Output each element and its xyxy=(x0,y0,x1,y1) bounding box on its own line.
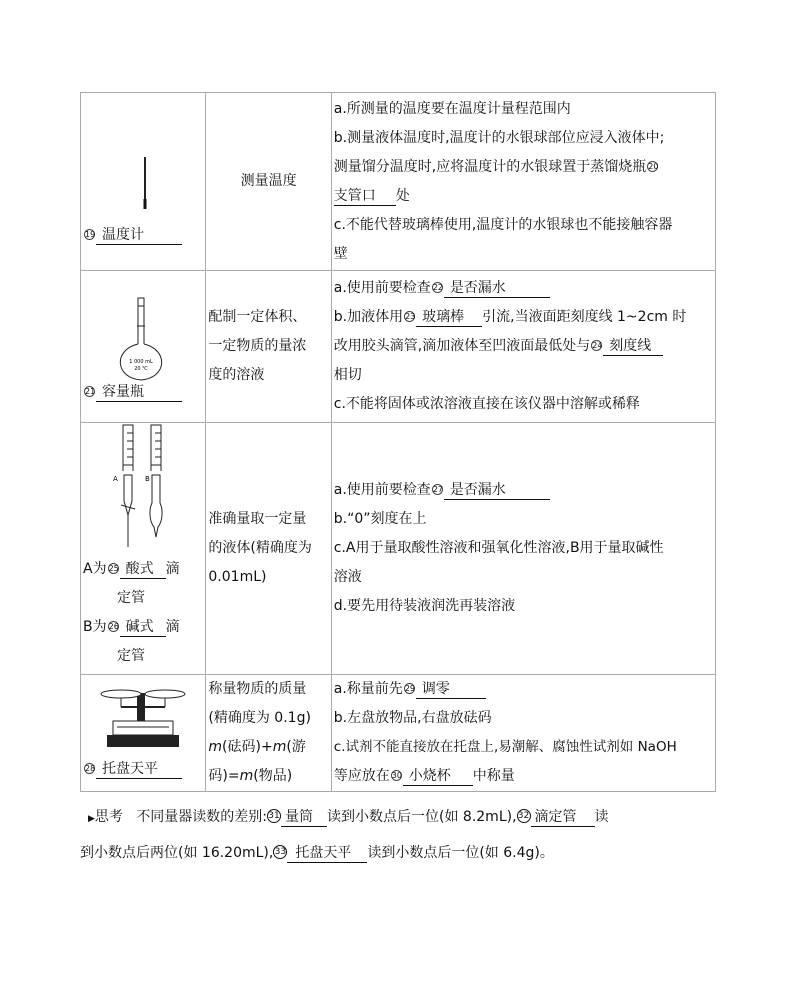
burette-b-label xyxy=(83,613,203,642)
note-line: c.不能将固体或浓溶液直接在该仪器中溶解或稀释 xyxy=(333,396,640,412)
use-text: 度的溶液 xyxy=(208,367,265,383)
note-line: 溶液 xyxy=(333,569,362,585)
burette-a-label xyxy=(83,555,203,584)
note-line: b.测量液体温度时,温度计的水银球部位应浸入液体中; xyxy=(333,129,665,146)
note-line xyxy=(334,303,713,332)
flask-cell xyxy=(81,271,206,423)
note-line: 相切 xyxy=(333,367,362,383)
note-line xyxy=(334,182,713,211)
table-row xyxy=(81,675,716,792)
use-cell xyxy=(206,423,331,675)
balance-cell xyxy=(81,675,206,792)
notes-cell xyxy=(331,423,715,675)
note-line xyxy=(334,274,713,303)
table-row xyxy=(81,271,716,423)
note-line: a.所测量的温度要在温度计量程范围内 xyxy=(333,100,571,117)
blank-number: 24 xyxy=(592,341,603,350)
notes-cell xyxy=(331,675,715,792)
blank-number: 33 xyxy=(274,847,287,857)
note-text: b.加液体用 xyxy=(333,309,404,325)
blank-number: 32 xyxy=(517,811,530,821)
note-text: 引流,当液面距刻度线 1~2cm 时 xyxy=(482,309,687,325)
note-text: 处 xyxy=(395,187,410,204)
note-line xyxy=(334,153,713,182)
answer-blank: 容量瓶 xyxy=(96,383,182,402)
think-text: 到小数点后两位(如 16.20mL), xyxy=(80,845,274,861)
think-text: 读到小数点后一位(如 8.2mL), xyxy=(327,809,517,825)
note-line xyxy=(334,675,713,704)
note-line: c.不能代替玻璃棒使用,温度计的水银球也不能接触容器 xyxy=(333,216,673,233)
answer-blank: 滴定管 xyxy=(531,808,595,827)
note-line xyxy=(334,332,713,361)
marker-icon: ▶ xyxy=(88,814,95,824)
balance-label-row xyxy=(83,755,203,784)
use-cell xyxy=(206,675,331,792)
answer-blank: 小烧杯 xyxy=(403,767,473,786)
use-cell xyxy=(206,271,331,423)
note-line: d.要先用待装液润洗再装溶液 xyxy=(333,598,516,614)
answer-blank: 碱式 xyxy=(120,618,166,637)
answer-blank: 支管口 xyxy=(334,187,396,206)
instrument-table xyxy=(80,92,716,792)
thermometer-cell xyxy=(81,93,206,271)
answer-blank: 温度计 xyxy=(96,226,182,245)
burette-icon xyxy=(83,423,199,559)
flask-label: 20 ℃ xyxy=(134,366,148,372)
answer-blank: 刻度线 xyxy=(603,337,663,356)
think-paragraph xyxy=(80,800,716,870)
use-text: 一定物质的量浓 xyxy=(208,338,307,354)
label-text: 滴 xyxy=(165,561,180,577)
note-text: 改用胶头滴管,滴加液体至凹液面最低处与 xyxy=(333,338,591,354)
note-line: b.左盘放物品,右盘放砝码 xyxy=(333,710,492,726)
blank-number: 27 xyxy=(432,485,443,494)
thermometer-icon xyxy=(83,113,199,233)
note-line: c.试剂不能直接放在托盘上,易潮解、腐蚀性试剂如 NaOH xyxy=(333,739,677,755)
label-text: 定管 xyxy=(117,648,145,664)
volumetric-flask-icon xyxy=(83,286,199,386)
think-text: 读 xyxy=(594,809,609,825)
use-text: (砝码)+ xyxy=(222,739,273,755)
think-line-2 xyxy=(80,836,716,870)
use-text: 称量物质的质量 xyxy=(208,681,307,697)
blank-number: 31 xyxy=(268,811,280,821)
label-text: 定管 xyxy=(117,590,145,606)
blank-number: 21 xyxy=(85,387,96,396)
note-line xyxy=(334,476,713,505)
burette-cell xyxy=(81,423,206,675)
label-text: B为 xyxy=(83,619,107,635)
label-text: 滴 xyxy=(165,619,180,635)
use-text xyxy=(208,733,328,762)
blank-number: 20 xyxy=(648,161,659,171)
note-line: c.A用于量取酸性溶液和强氧化性溶液,B用于量取碱性 xyxy=(333,540,664,556)
blank-number: 19 xyxy=(85,230,96,239)
var-m: m xyxy=(208,739,223,755)
answer-blank: 酸式 xyxy=(120,560,166,579)
notes-cell xyxy=(331,271,715,423)
note-text: a.称量前先 xyxy=(333,681,403,697)
note-line: b.“0”刻度在上 xyxy=(333,511,427,527)
use-text: 配制一定体积、 xyxy=(208,309,307,325)
note-text: a.使用前要检查 xyxy=(333,280,431,296)
think-line-1 xyxy=(88,800,716,836)
blank-number: 30 xyxy=(391,771,402,780)
use-text: (游 xyxy=(286,739,306,755)
blank-number: 26 xyxy=(108,622,119,631)
blank-number: 23 xyxy=(405,312,416,321)
note-line: 壁 xyxy=(333,245,348,262)
use-text: 0.01mL) xyxy=(208,569,267,585)
blank-number: 22 xyxy=(432,283,443,292)
note-text: a.使用前要检查 xyxy=(333,482,431,498)
note-text: 测量馏分温度时,应将温度计的水银球置于蒸馏烧瓶 xyxy=(333,158,647,175)
answer-blank: 量筒 xyxy=(281,808,327,827)
use-text: 准确量取一定量 xyxy=(208,511,307,527)
use-text xyxy=(208,762,328,791)
answer-blank: 是否漏水 xyxy=(444,279,550,298)
think-text: 不同量器读数的差别: xyxy=(136,809,267,825)
note-text: 等应放在 xyxy=(333,768,390,784)
blank-number: 28 xyxy=(85,763,96,773)
use-text: (精确度为 0.1g) xyxy=(208,710,311,726)
use-text: 码)= xyxy=(208,768,240,784)
use-text: (物品) xyxy=(253,768,293,784)
answer-blank: 是否漏水 xyxy=(444,481,550,500)
note-line xyxy=(334,762,713,791)
flask-label: 1 000 mL xyxy=(129,359,153,365)
var-m: m xyxy=(272,739,287,755)
balance-icon xyxy=(83,683,199,753)
think-label: 思考 xyxy=(94,809,123,825)
answer-blank: 玻璃棒 xyxy=(416,308,482,327)
thermometer-label xyxy=(83,221,203,250)
answer-blank: 托盘天平 xyxy=(96,760,182,779)
blank-number: 29 xyxy=(404,684,415,693)
burette-label-a: A xyxy=(113,475,118,483)
use-text: 的液体(精确度为 xyxy=(208,540,312,556)
notes-cell xyxy=(331,93,715,271)
var-m: m xyxy=(239,768,254,784)
note-text: 中称量 xyxy=(472,768,515,784)
table-row xyxy=(81,423,716,675)
use-text: 测量温度 xyxy=(206,93,331,271)
answer-blank: 托盘天平 xyxy=(287,844,367,863)
think-text: 读到小数点后一位(如 6.4g)。 xyxy=(367,845,554,861)
flask-label-row xyxy=(83,378,203,407)
blank-number: 25 xyxy=(108,564,119,573)
burette-label-b: B xyxy=(145,475,150,483)
table-row xyxy=(81,93,716,271)
answer-blank: 调零 xyxy=(416,680,486,699)
label-text: A为 xyxy=(83,561,107,577)
